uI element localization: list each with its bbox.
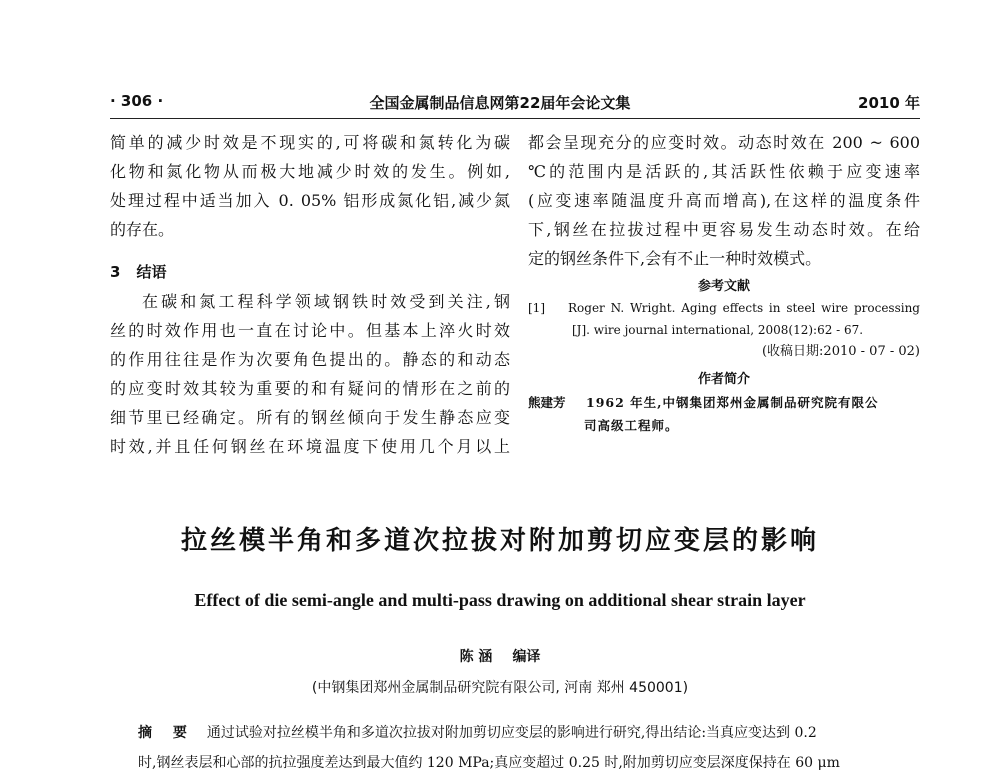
author-bio-name: 熊建芳 [528, 395, 566, 410]
text-line: 细节里已经确定。所有的钢丝倾向于发生静态应变 [110, 408, 510, 427]
text-line: (应变速率随温度升高而增高),在这样的温度条件 [528, 191, 920, 210]
article-affiliation: (中钢集团郑州金属制品研究院有限公司, 河南 郑州 450001) [311, 680, 689, 696]
author-bio [528, 391, 920, 437]
text-line: 的存在。 [110, 220, 175, 239]
received-date: (收稿日期:2010 - 07 - 02) [761, 344, 920, 359]
text-line: 在碳和氮工程科学领域钢铁时效受到关注,钢 [142, 292, 510, 311]
abstract-line: 时,钢丝表层和心部的抗拉强度差达到最大值约 120 MPa;真应变超过 0.25 时,附加剪切应变层深度保持在 60 μm [138, 755, 840, 771]
text-line: 丝的时效作用也一直在讨论中。但基本上淬火时效 [110, 321, 510, 340]
text-line: 都会呈现充分的应变时效。动态时效在 200 ~ 600 [528, 133, 920, 152]
references-heading: 参考文献 [697, 279, 750, 294]
running-header-title: 全国金属制品信息网第22届年会论文集 [369, 94, 631, 112]
text-line: 处理过程中适当加入 0. 05% 铝形成氮化铝,减少氮 [110, 191, 510, 210]
article-english-title: Effect of die semi-angle and multi-pass drawing on additional shear strain layer [194, 590, 806, 610]
reference-line: [J]. wire journal international, 2008(12):62 - 67. [572, 323, 864, 337]
left-column [110, 128, 510, 461]
abstract-label: 摘 要 [138, 725, 195, 741]
header-rule [110, 118, 920, 119]
section-title: 结语 [136, 263, 167, 281]
author-role: 编译 [512, 649, 541, 665]
reference-item [528, 297, 920, 341]
abstract-line [138, 718, 890, 748]
section-heading [110, 258, 510, 287]
page-number: · 306 · [110, 92, 164, 110]
reference-text [568, 297, 920, 341]
right-column [528, 128, 920, 437]
author-name: 陈 涵 [459, 649, 493, 665]
text-line: 的应变时效其较为重要的和有疑问的情形在之前的 [110, 379, 510, 398]
text-line: 时效,并且任何钢丝在环境温度下使用几个月以上 [110, 437, 510, 456]
author-bio-text [586, 391, 920, 437]
article-author [0, 646, 1000, 666]
running-header-year: 2010 年 [858, 94, 920, 112]
abstract-text: 通过试验对拉丝模半角和多道次拉拔对附加剪切应变层的影响进行研究,得出结论:当真应变达到 0.2 [206, 725, 817, 741]
text-line: 的作用往往是作为次要角色提出的。静态的和动态 [110, 350, 510, 369]
author-bio-heading: 作者简介 [697, 372, 750, 387]
text-line: 下,钢丝在拉拔过程中更容易发生动态时效。在给 [528, 220, 920, 239]
abstract [138, 718, 890, 778]
author-bio-line: 司高级工程师。 [584, 418, 679, 433]
text-line: 简单的减少时效是不现实的,可将碳和氮转化为碳 [110, 133, 510, 152]
reference-line: Roger N. Wright. Aging effects in steel wire processing [568, 301, 920, 315]
text-line: ℃的范围内是活跃的,其活跃性依赖于应变速率 [528, 162, 920, 181]
article-title: 拉丝模半角和多道次拉拔对附加剪切应变层的影响 [180, 526, 819, 556]
author-bio-line: 1962 年生,中钢集团郑州金属制品研究院有限公 [586, 395, 879, 410]
text-line: 化物和氮化物从而极大地减少时效的发生。例如, [110, 162, 510, 181]
section-number: 3 [110, 263, 121, 281]
text-line: 定的钢丝条件下,会有不止一种时效模式。 [528, 249, 822, 268]
reference-number: [1] [528, 301, 545, 315]
